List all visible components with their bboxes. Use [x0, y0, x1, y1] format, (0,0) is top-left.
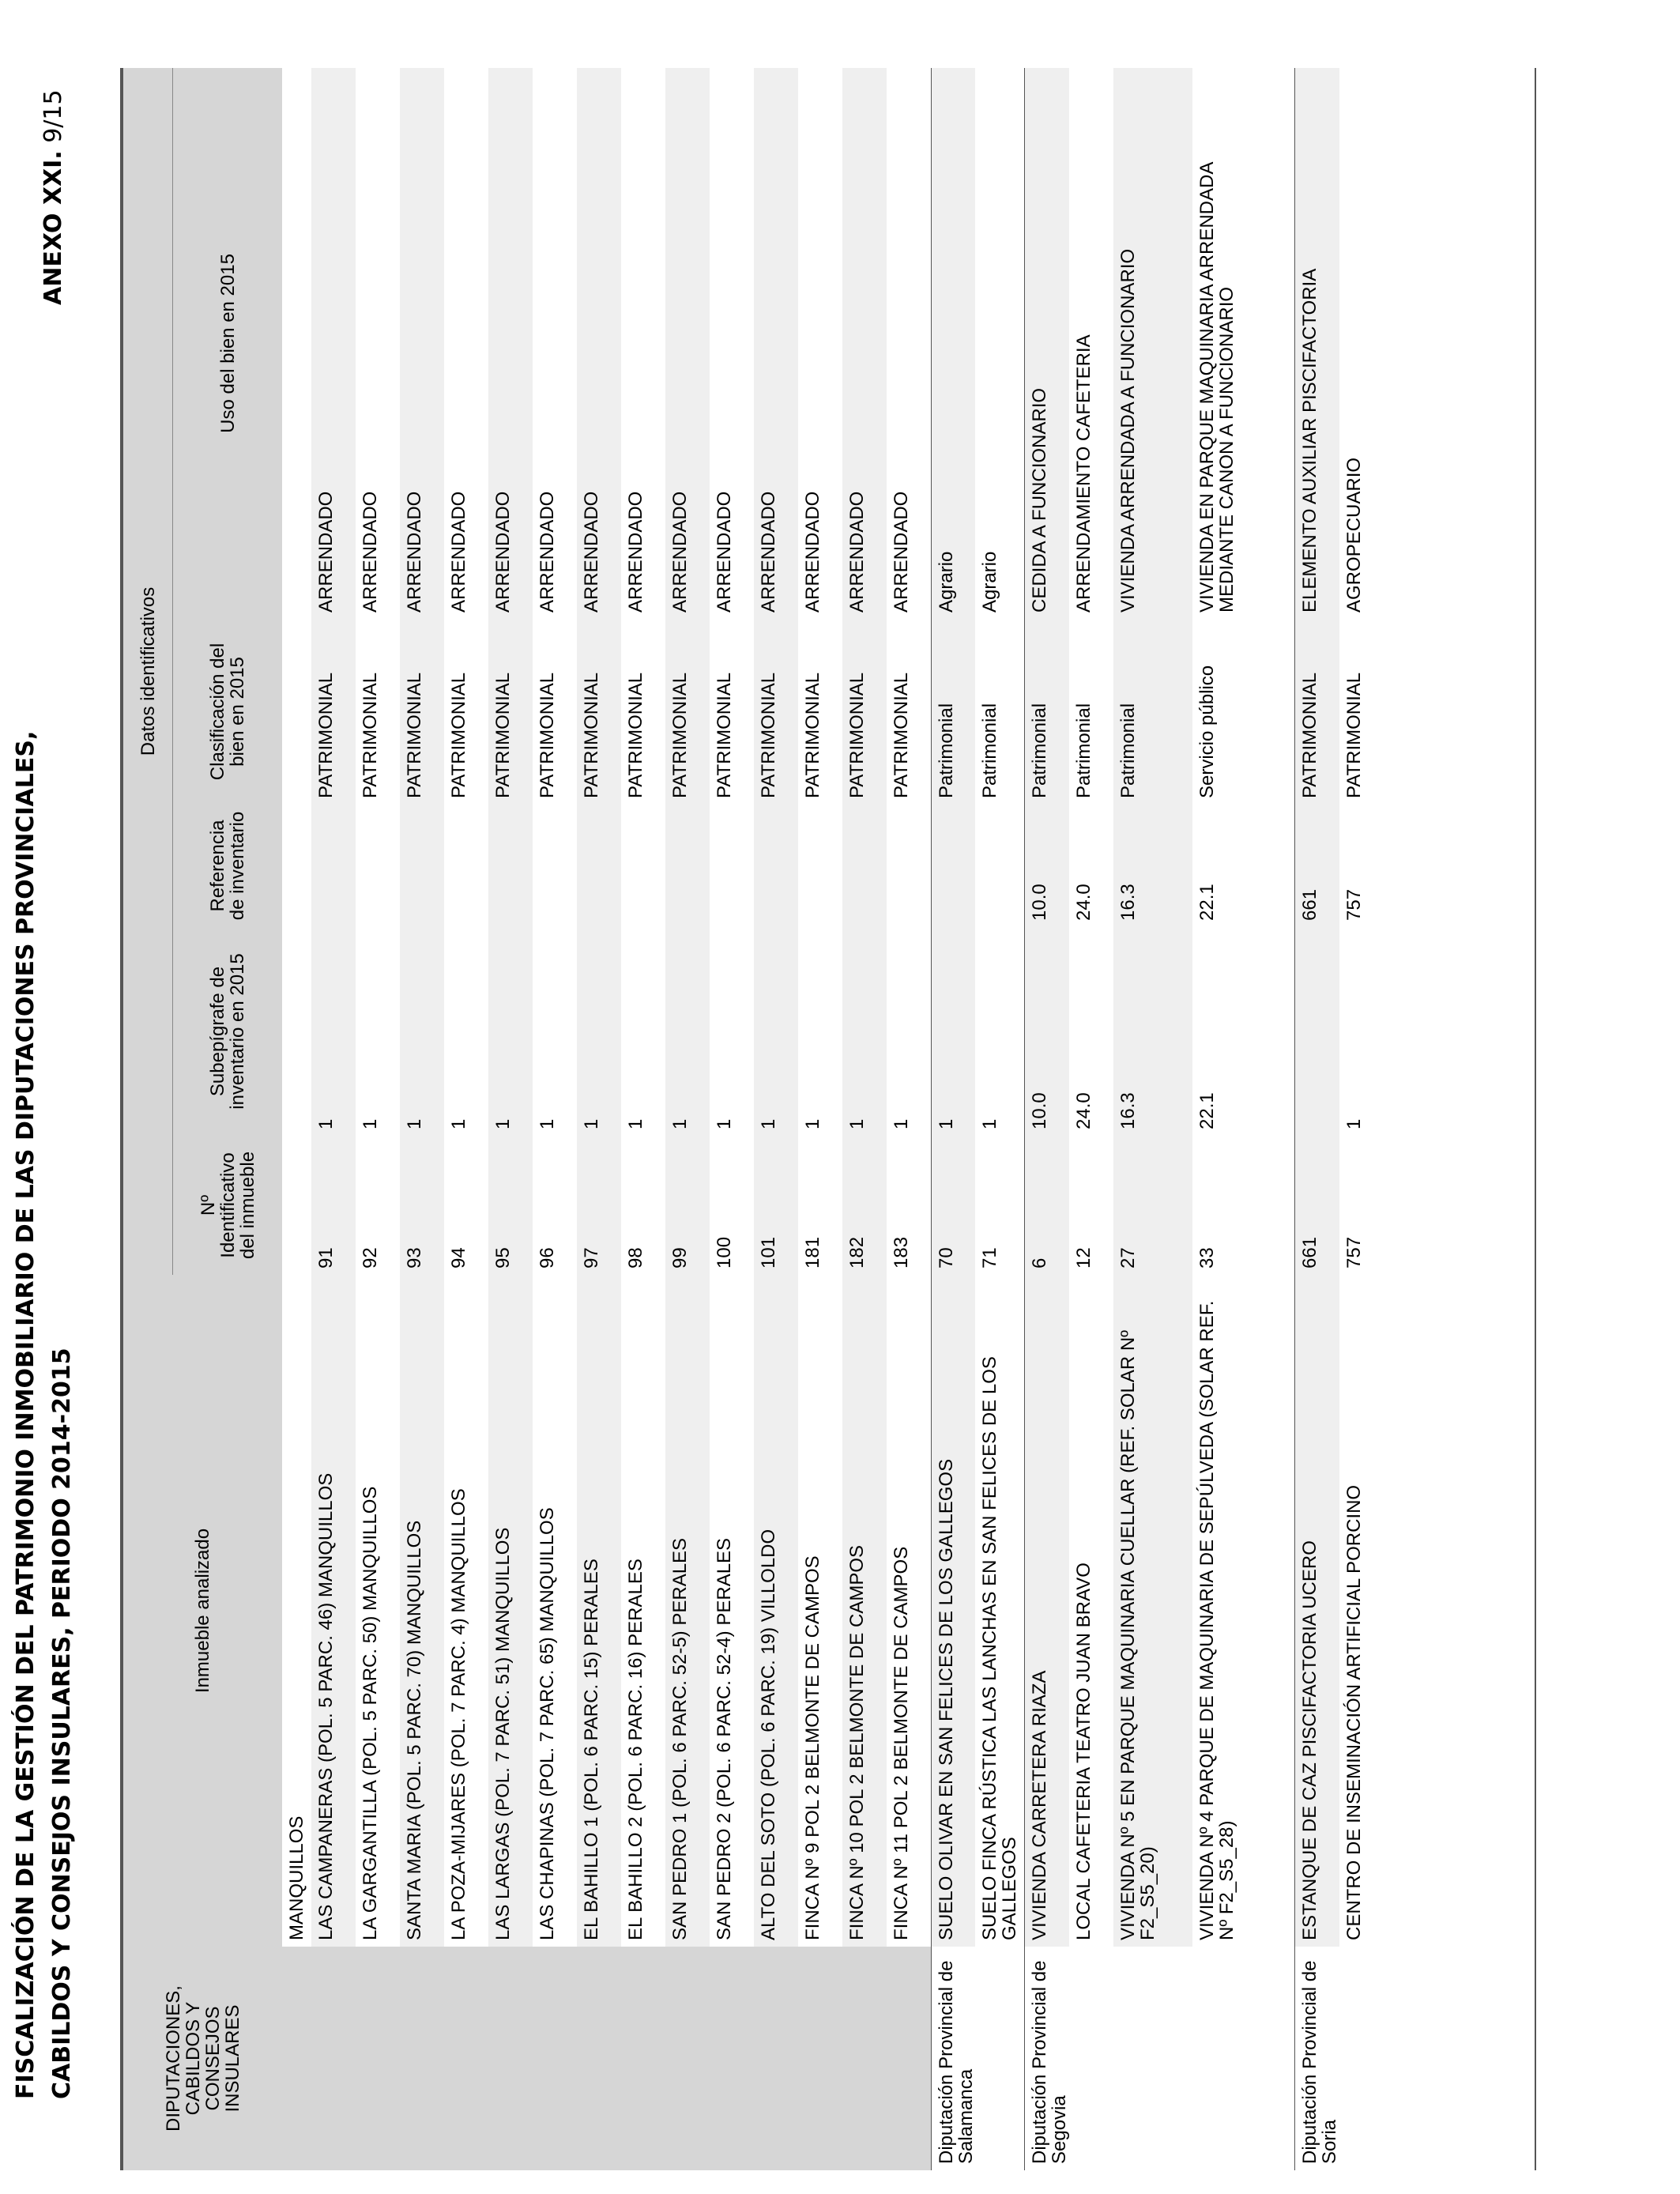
entity-cell: Diputación Provincial de Segovia — [1025, 1947, 1295, 2170]
property-cell: SAN PEDRO 1 (POL. 6 PARC. 52-5) PERALES — [665, 1275, 710, 1947]
id-cell: 182 — [842, 1136, 887, 1275]
referencia-cell — [356, 805, 400, 927]
id-cell: 27 — [1113, 1136, 1192, 1275]
header-referencia: Referencia de inventario — [173, 805, 283, 927]
subepigrafe-cell: 1 — [448, 1118, 469, 1129]
referencia-cell: 661 — [1295, 805, 1339, 927]
id-cell: 93 — [400, 1136, 444, 1275]
id-cell: 91 — [311, 1136, 356, 1275]
subepigrafe-cell: 1 — [665, 927, 710, 1136]
uso-cell: ARRENDADO — [400, 68, 444, 619]
property-cell: LOCAL CAFETERIA TEATRO JUAN BRAVO — [1072, 1563, 1094, 1940]
subepigrafe-cell: 1 — [891, 1118, 912, 1129]
table-row — [1025, 68, 1069, 2170]
annex-page: 9/15 — [40, 89, 67, 143]
uso-cell: ARRENDADO — [448, 491, 469, 613]
entity-cell: Diputación Provincial de Salamanca — [931, 1947, 1025, 2170]
clasificacion-cell: PATRIMONIAL — [625, 672, 646, 798]
subepigrafe-cell: 1 — [625, 1118, 646, 1129]
clasificacion-cell: Patrimonial — [1113, 619, 1192, 805]
table-row — [577, 68, 621, 2170]
clasificacion-cell: PATRIMONIAL — [802, 672, 823, 798]
table-row — [1192, 68, 1295, 2170]
uso-cell: ARRENDADO — [802, 491, 823, 613]
referencia-cell — [931, 805, 975, 927]
referencia-cell — [488, 805, 533, 927]
referencia-cell: 10.0 — [1025, 805, 1069, 927]
table-row — [798, 68, 842, 2170]
id-cell: 181 — [802, 1236, 823, 1269]
subepigrafe-cell: 1 — [488, 927, 533, 1136]
table-row — [356, 68, 400, 2170]
property-cell: MANQUILLOS — [286, 1815, 307, 1940]
table-body — [282, 68, 1399, 2170]
property-cell: EL BAHILLO 1 (POL. 6 PARC. 15) PERALES — [577, 1275, 621, 1947]
table-row — [1113, 68, 1192, 2170]
property-cell: EL BAHILLO 2 (POL. 6 PARC. 16) PERALES — [625, 1559, 646, 1940]
header-clasificacion: Clasificación del bien en 2015 — [173, 619, 283, 805]
referencia-cell: 24.0 — [1072, 884, 1094, 921]
id-cell: 33 — [1196, 1247, 1218, 1269]
subepigrafe-cell: 16.3 — [1113, 927, 1192, 1136]
clasificacion-cell: PATRIMONIAL — [400, 619, 444, 805]
uso-cell: ELEMENTO AUXILIAR PISCIFACTORIA — [1295, 68, 1339, 619]
clasificacion-cell: PATRIMONIAL — [311, 619, 356, 805]
property-cell: SANTA MARIA (POL. 5 PARC. 70) MANQUILLOS — [400, 1275, 444, 1947]
id-cell: 101 — [754, 1136, 798, 1275]
subepigrafe-cell: 10.0 — [1025, 927, 1069, 1136]
id-cell — [282, 1136, 311, 1275]
header-id: Nº Identificativo del inmueble — [173, 1136, 283, 1275]
referencia-cell — [444, 805, 488, 927]
property-cell: SUELO OLIVAR EN SAN FELICES DE LOS GALLEGOS — [931, 1275, 975, 1947]
property-cell: CENTRO DE INSEMINACIÓN ARTIFICIAL PORCINO — [1343, 1484, 1365, 1940]
id-cell: 96 — [537, 1247, 558, 1269]
clasificacion-cell: Patrimonial — [1025, 619, 1069, 805]
uso-cell: ARRENDADO — [754, 68, 798, 619]
subepigrafe-cell: 1 — [931, 927, 975, 1136]
clasificacion-cell: PATRIMONIAL — [754, 619, 798, 805]
clasificacion-cell: PATRIMONIAL — [1295, 619, 1339, 805]
annex-label — [40, 89, 67, 305]
header-entity: DIPUTACIONES, CABILDOS Y CONSEJOS INSULARES — [122, 1947, 282, 2170]
clasificacion-cell: PATRIMONIAL — [537, 672, 558, 798]
uso-cell: ARRENDADO — [714, 491, 735, 613]
id-cell: 12 — [1072, 1247, 1094, 1269]
bottom-rule — [1535, 68, 1536, 2170]
id-cell: 97 — [577, 1136, 621, 1275]
uso-cell: ARRENDADO — [360, 491, 381, 613]
property-cell: ESTANQUE DE CAZ PISCIFACTORIA UCERO — [1295, 1275, 1339, 1947]
clasificacion-cell: Patrimonial — [931, 619, 975, 805]
id-cell: 95 — [488, 1136, 533, 1275]
uso-cell: ARRENDADO — [577, 68, 621, 619]
subepigrafe-cell: 24.0 — [1072, 1092, 1094, 1129]
property-cell: VIVIENDA CARRETERA RIAZA — [1025, 1275, 1069, 1947]
clasificacion-cell: PATRIMONIAL — [448, 672, 469, 798]
property-cell: FINCA Nº 11 POL 2 BELMONTE DE CAMPOS — [891, 1546, 912, 1940]
subepigrafe-cell — [1295, 927, 1339, 1136]
referencia-cell: 16.3 — [1113, 805, 1192, 927]
uso-cell: ARRENDADO — [537, 491, 558, 613]
uso-cell: ARRENDAMIENTO CAFETERIA — [1072, 334, 1094, 613]
property-cell: SAN PEDRO 2 (POL. 6 PARC. 52-4) PERALES — [714, 1537, 735, 1940]
property-cell: LA POZA-MIJARES (POL. 7 PARC. 4) MANQUILLOS — [448, 1488, 469, 1940]
clasificacion-cell: PATRIMONIAL — [891, 672, 912, 798]
uso-cell: ARRENDADO — [488, 68, 533, 619]
property-cell: ALTO DEL SOTO (POL. 6 PARC. 19) VILLOLDO — [754, 1275, 798, 1947]
subepigrafe-cell: 1 — [577, 927, 621, 1136]
table-row — [400, 68, 444, 2170]
table-row — [533, 68, 577, 2170]
header-uso: Uso del bien en 2015 — [173, 68, 283, 619]
table-row — [842, 68, 887, 2170]
subepigrafe-cell: 1 — [360, 1118, 381, 1129]
uso-cell: ARRENDADO — [891, 491, 912, 613]
referencia-cell — [577, 805, 621, 927]
id-cell: 99 — [665, 1136, 710, 1275]
subepigrafe-cell: 1 — [311, 927, 356, 1136]
referencia-cell — [400, 805, 444, 927]
property-cell: LAS CAMPANERAS (POL. 5 PARC. 46) MANQUILLOS — [311, 1275, 356, 1947]
subepigrafe-cell: 1 — [979, 1118, 1000, 1129]
table-row — [282, 68, 311, 2170]
referencia-cell — [533, 805, 577, 927]
property-cell: FINCA Nº 10 POL 2 BELMONTE DE CAMPOS — [842, 1275, 887, 1947]
clasificacion-cell: PATRIMONIAL — [842, 619, 887, 805]
header-subepigrafe: Subepígrafe de inventario en 2015 — [173, 927, 283, 1136]
table-row — [931, 68, 975, 2170]
property-cell: LA GARGANTILLA (POL. 5 PARC. 50) MANQUILLOS — [360, 1486, 381, 1940]
clasificacion-cell: PATRIMONIAL — [577, 619, 621, 805]
referencia-cell — [975, 805, 1025, 927]
table-row — [1295, 68, 1339, 2170]
table-row — [887, 68, 931, 2170]
subepigrafe-cell: 1 — [714, 1118, 735, 1129]
id-cell: 757 — [1343, 1236, 1365, 1269]
subepigrafe-cell: 1 — [1343, 1118, 1365, 1129]
uso-cell: ARRENDADO — [665, 68, 710, 619]
clasificacion-cell: Patrimonial — [1072, 703, 1094, 798]
annex-name: ANEXO XXI. — [40, 150, 67, 305]
property-cell: SUELO FINCA RÚSTICA LAS LANCHAS EN SAN FELICES DE LOS GALLEGOS — [979, 1356, 1020, 1940]
uso-cell — [282, 68, 311, 619]
referencia-cell — [665, 805, 710, 927]
referencia-cell — [754, 805, 798, 927]
id-cell: 6 — [1025, 1136, 1069, 1275]
subepigrafe-cell: 1 — [537, 1118, 558, 1129]
referencia-cell: 757 — [1343, 888, 1365, 921]
referencia-cell — [710, 805, 754, 927]
subepigrafe-cell — [282, 927, 311, 1136]
id-cell: 71 — [979, 1247, 1000, 1269]
property-cell: VIVIENDA Nº 4 PARQUE DE MAQUINARIA DE SEPÚLVEDA (SOLAR REF. Nº F2_S5_28) — [1196, 1300, 1237, 1940]
id-cell: 661 — [1295, 1136, 1339, 1275]
subepigrafe-cell: 1 — [400, 927, 444, 1136]
uso-cell: VIVIENDA ARRENDADA A FUNCIONARIO — [1113, 68, 1192, 619]
entity-cell — [282, 1947, 931, 2170]
table-row — [621, 68, 665, 2170]
id-cell: 98 — [625, 1247, 646, 1269]
clasificacion-cell — [282, 619, 311, 805]
header-group: Datos identificativos — [122, 68, 173, 1275]
table-row — [488, 68, 533, 2170]
id-cell: 70 — [931, 1136, 975, 1275]
id-cell: 183 — [891, 1236, 912, 1269]
document-title — [8, 518, 81, 2099]
table-row — [754, 68, 798, 2170]
entity-cell: Diputación Provincial de Soria — [1295, 1947, 1399, 2170]
clasificacion-cell: PATRIMONIAL — [360, 672, 381, 798]
table-row — [311, 68, 356, 2170]
table-row — [975, 68, 1025, 2170]
table-row — [444, 68, 488, 2170]
property-cell: LAS CHAPINAS (POL. 7 PARC. 65) MANQUILLOS — [537, 1507, 558, 1940]
referencia-cell — [621, 805, 665, 927]
clasificacion-cell: PATRIMONIAL — [665, 619, 710, 805]
clasificacion-cell: Servicio público — [1196, 665, 1218, 798]
property-cell: VIVIENDA Nº 5 EN PARQUE MAQUINARIA CUELLAR (REF. SOLAR Nº F2_S5_20) — [1113, 1275, 1192, 1947]
referencia-cell — [842, 805, 887, 927]
uso-cell: ARRENDADO — [842, 68, 887, 619]
uso-cell: ARRENDADO — [625, 491, 646, 613]
clasificacion-cell: PATRIMONIAL — [1343, 672, 1365, 798]
property-cell: FINCA Nº 9 POL 2 BELMONTE DE CAMPOS — [802, 1555, 823, 1940]
referencia-cell — [798, 805, 842, 927]
id-cell: 94 — [448, 1247, 469, 1269]
uso-cell: ARRENDADO — [311, 68, 356, 619]
table-row — [665, 68, 710, 2170]
referencia-cell — [887, 805, 931, 927]
title-line-2: CABILDOS Y CONSEJOS INSULARES, PERIODO 2014-2015 — [48, 1348, 76, 2099]
uso-cell: AGROPECUARIO — [1343, 457, 1365, 613]
referencia-cell — [282, 805, 311, 927]
uso-cell: CEDIDA A FUNCIONARIO — [1025, 68, 1069, 619]
id-cell: 92 — [360, 1247, 381, 1269]
clasificacion-cell: PATRIMONIAL — [488, 619, 533, 805]
table-row — [1069, 68, 1113, 2170]
referencia-cell — [311, 805, 356, 927]
title-line-1: FISCALIZACIÓN DE LA GESTIÓN DEL PATRIMONIO INMOBILIARIO DE LAS DIPUTACIONES PROVINCIALES, — [12, 730, 40, 2099]
property-cell: LAS LARGAS (POL. 7 PARC. 51) MANQUILLOS — [488, 1275, 533, 1947]
clasificacion-cell: Patrimonial — [979, 703, 1000, 798]
id-cell: 100 — [714, 1236, 735, 1269]
subepigrafe-cell: 1 — [754, 927, 798, 1136]
inventory-table — [120, 68, 1399, 2170]
table-row — [710, 68, 754, 2170]
header-property: Inmueble analizado — [122, 1275, 282, 1947]
uso-cell: VIVIENDA EN PARQUE MAQUINARIA ARRENDADA MEDIANTE CANON A FUNCIONARIO — [1196, 162, 1237, 613]
subepigrafe-cell: 1 — [842, 927, 887, 1136]
clasificacion-cell: PATRIMONIAL — [714, 672, 735, 798]
uso-cell: Agrario — [931, 68, 975, 619]
subepigrafe-cell: 1 — [802, 1118, 823, 1129]
table-row — [1339, 68, 1399, 2170]
subepigrafe-cell: 22.1 — [1196, 1092, 1218, 1129]
uso-cell: Agrario — [979, 551, 1000, 613]
referencia-cell: 22.1 — [1196, 884, 1218, 921]
